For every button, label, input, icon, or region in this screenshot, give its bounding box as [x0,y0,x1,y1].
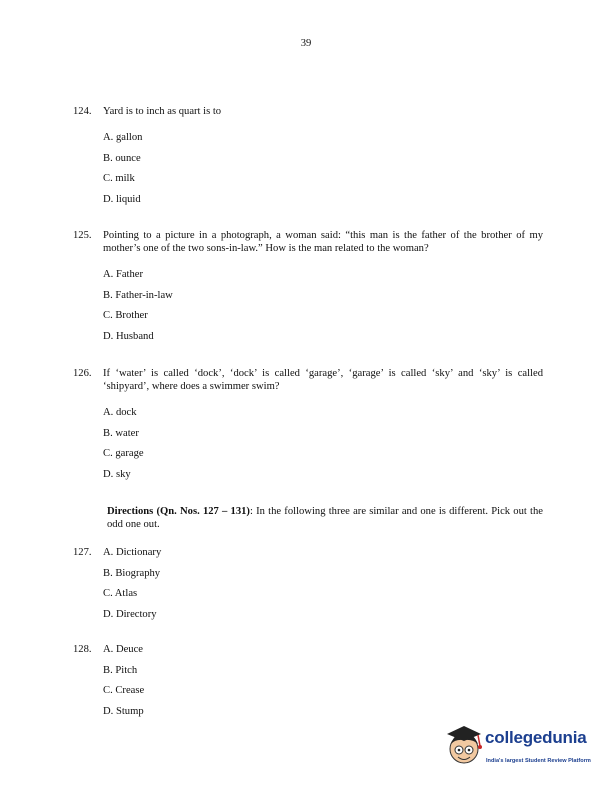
option: D. Stump [103,706,144,718]
option: B. Biography [103,567,161,579]
directions-label: Directions (Qn. Nos. 127 – 131) [107,506,250,517]
question-text: Yard is to inch as quart is to [103,106,222,117]
question-124 [73,105,543,214]
question-128 [73,643,543,726]
question-text: Pointing to a picture in a photograph, a woman said: “this man is the father of the brother of my mother’s one of the two sons-in-law.” How is the man related to the woman? [103,230,543,254]
option: D. sky [103,469,131,481]
options-list [103,268,543,351]
directions [107,505,543,531]
question-number: 125. [73,230,92,241]
option: B. water [103,427,139,439]
option: A. Dictionary [103,547,162,558]
option: D. Husband [103,331,154,343]
page-number: 39 [300,38,312,49]
options-list [103,643,543,726]
option: B. Father-in-law [103,289,173,301]
option: A. gallon [103,132,143,143]
question-127 [73,546,543,629]
options-list [103,406,543,489]
question-number: 127. [73,547,92,558]
option: A. Deuce [103,644,144,655]
option: A. dock [103,407,137,418]
question-number: 124. [73,106,92,117]
collegedunia-logo [445,722,605,774]
question-text: If ‘water’ is called ‘dock’, ‘dock’ is called ‘garage’, ‘garage’ is called ‘sky’ and ‘sky’ is called ‘shipyard’, where does a swimmer swim? [103,368,543,392]
option: D. Directory [103,609,157,621]
logo-tagline: India's largest Student Review Platform [486,758,591,764]
option: C. milk [103,173,135,185]
question-number: 128. [73,644,92,655]
logo-wordmark: collegedunia [485,728,587,747]
option: D. liquid [103,194,141,206]
options-list [103,546,543,629]
option: C. garage [103,448,144,460]
options-list [103,131,543,214]
option: A. Father [103,269,144,280]
option: B. ounce [103,152,141,164]
question-number: 126. [73,368,92,379]
option: C. Brother [103,310,148,322]
option: C. Atlas [103,588,138,600]
graduate-mascot-icon [445,722,485,772]
option: B. Pitch [103,664,138,676]
option: C. Crease [103,685,145,697]
question-126 [73,367,543,489]
directions-text: : In the following three are similar and one is different. Pick out the odd one out. [107,506,543,530]
question-125 [73,229,543,351]
